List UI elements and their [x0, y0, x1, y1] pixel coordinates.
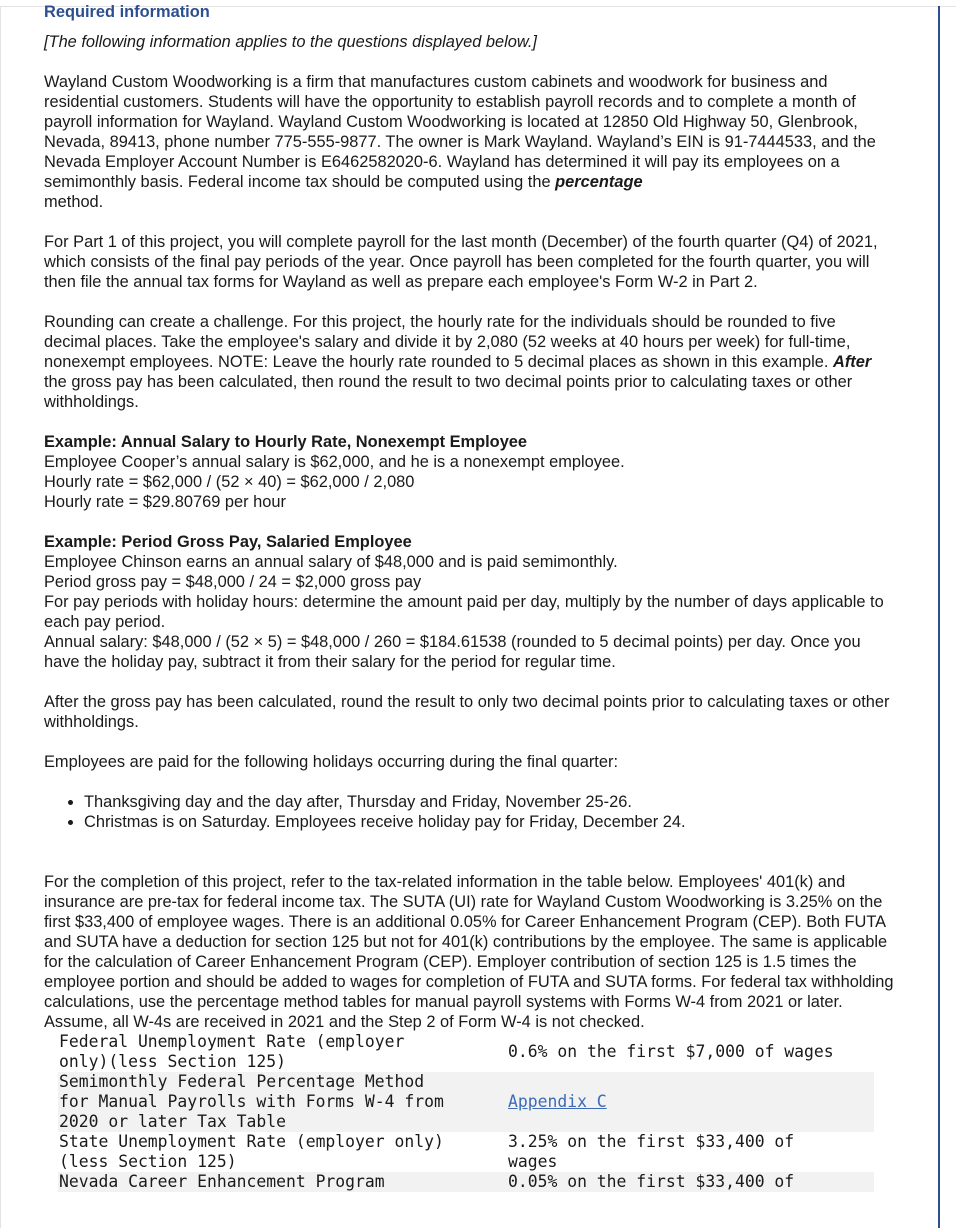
example-period-gross-pay	[44, 532, 894, 672]
right-scroll-border	[938, 6, 940, 1228]
table-cell-label: State Unemployment Rate (employer only) (less Section 125)	[59, 1132, 444, 1171]
table-cell-value: 0.05% on the first $33,400 of	[508, 1172, 795, 1191]
table-row	[58, 1032, 874, 1072]
example1-title: Example: Annual Salary to Hourly Rate, Nonexempt Employee	[44, 433, 528, 451]
required-information-heading: Required information	[44, 3, 210, 21]
tax-info-paragraph: For the completion of this project, refer to the tax-related information in the table below. Employees' 401(k) and insurance are pre-tax for federal income tax. The SUTA (UI) rate for Wayland Custom Woodworking is 3.25% on the first $33,400 of employee wages. There is an additional 0.05% for Career Enhancement Program (CEP). Both FUTA and SUTA have a deduction for section 125 but not for 401(k) contributions by the employee. The same is applicable for the calculation of Career Enhancement Program (CEP). Employer contribution of section 125 is 1.5 times the employee portion and should be added to wages for completion of FUTA and SUTA forms. For federal tax withholding calculations, use the percentage method tables for manual payroll systems with Forms W-4 from 2021 or later. Assume, all W-4s are received in 2021 and the Step 2 of Form W-4 is not checked.	[44, 873, 894, 1031]
company-overview-paragraph: Wayland Custom Woodworking is a firm that manufactures custom cabinets and woodwork for business and residential customers. Students will have the opportunity to establish payroll records and to complete a month of payroll information for Wayland. Wayland Custom Woodworking is located at 12850 Old Highway 50, Glenbrook, Nevada, 89413, phone number 775-555-9877. The owner is Mark Wayland. Wayland’s EIN is 91-7444533, and the Nevada Employer Account Number is E6462582020-6. Wayland has determined it will pay its employees on a semimonthly basis. Federal income tax should be computed using the percentage method.	[44, 73, 876, 211]
example1-line: Hourly rate = $62,000 / (52 × 40) = $62,000 / 2,080	[44, 473, 415, 491]
round-after-gross-paragraph: After the gross pay has been calculated, round the result to only two decimal points prior to calculating taxes or other withholdings.	[44, 693, 890, 731]
example1-line: Hourly rate = $29.80769 per hour	[44, 493, 286, 511]
left-border	[0, 6, 1, 1228]
example2-line: Annual salary: $48,000 / (52 × 5) = $48,000 / 260 = $184.61538 (rounded to 5 decimal points) per day. Once you have the holiday pay, subtract it from their salary for the period for regular time.	[44, 633, 861, 671]
example-hourly-rate	[44, 432, 894, 512]
list-item: • Christmas is on Saturday. Employees receive holiday pay for Friday, December 24.	[84, 812, 894, 832]
example2-line: Period gross pay = $48,000 / 24 = $2,000 gross pay	[44, 573, 422, 591]
table-cell-value	[507, 1072, 874, 1132]
list-item: • Thanksgiving day and the day after, Thursday and Friday, November 25-26.	[84, 792, 894, 812]
holidays-intro-paragraph: Employees are paid for the following holidays occurring during the final quarter:	[44, 753, 618, 771]
table-cell-value: 0.6% on the first $7,000 of wages	[508, 1042, 834, 1061]
example2-line: For pay periods with holiday hours: determine the amount paid per day, multiply by the number of days applicable to each pay period.	[44, 593, 884, 631]
table-cell-value: 3.25% on the first $33,400 of wages	[508, 1132, 795, 1171]
holiday-list	[44, 792, 894, 832]
table-cell-label: Nevada Career Enhancement Program	[59, 1172, 385, 1191]
tax-rate-table	[58, 1032, 874, 1192]
table-row	[58, 1072, 874, 1132]
example1-line: Employee Cooper’s annual salary is $62,000, and he is a nonexempt employee.	[44, 453, 625, 471]
rounding-paragraph: Rounding can create a challenge. For this project, the hourly rate for the individuals should be rounded to five decimal places. Take the employee's salary and divide it by 2,080 (52 weeks at 40 hours per week) for full-time, nonexempt employees. NOTE: Leave the hourly rate rounded to 5 decimal places as shown in this example. After the gross pay has been calculated, then round the result to two decimal points prior to calculating taxes or other withholdings.	[44, 313, 872, 411]
table-cell-label: Semimonthly Federal Percentage Method for Manual Payrolls with Forms W-4 from 2020 or later Tax Table	[59, 1072, 444, 1131]
table-row	[58, 1132, 874, 1172]
project-part1-paragraph: For Part 1 of this project, you will complete payroll for the last month (December) of the fourth quarter (Q4) of 2021, which consists of the final pay periods of the year. Once payroll has been completed for the fourth quarter, you will then file the annual tax forms for Wayland as well as prepare each employee's Form W-2 in Part 2.	[44, 233, 878, 291]
example2-line: Employee Chinson earns an annual salary of $48,000 and is paid semimonthly.	[44, 553, 618, 571]
table-cell-label: Federal Unemployment Rate (employer only)(less Section 125)	[59, 1032, 405, 1071]
appendix-c-link[interactable]: Appendix C	[508, 1092, 607, 1111]
table-row	[58, 1172, 874, 1192]
after-emphasis: After	[833, 353, 872, 371]
intro-note: [The following information applies to the questions displayed below.]	[44, 33, 537, 51]
percentage-emphasis: percentage	[555, 173, 643, 191]
document-content	[44, 2, 894, 1192]
example2-title: Example: Period Gross Pay, Salaried Employee	[44, 533, 412, 551]
spacer	[44, 832, 894, 852]
